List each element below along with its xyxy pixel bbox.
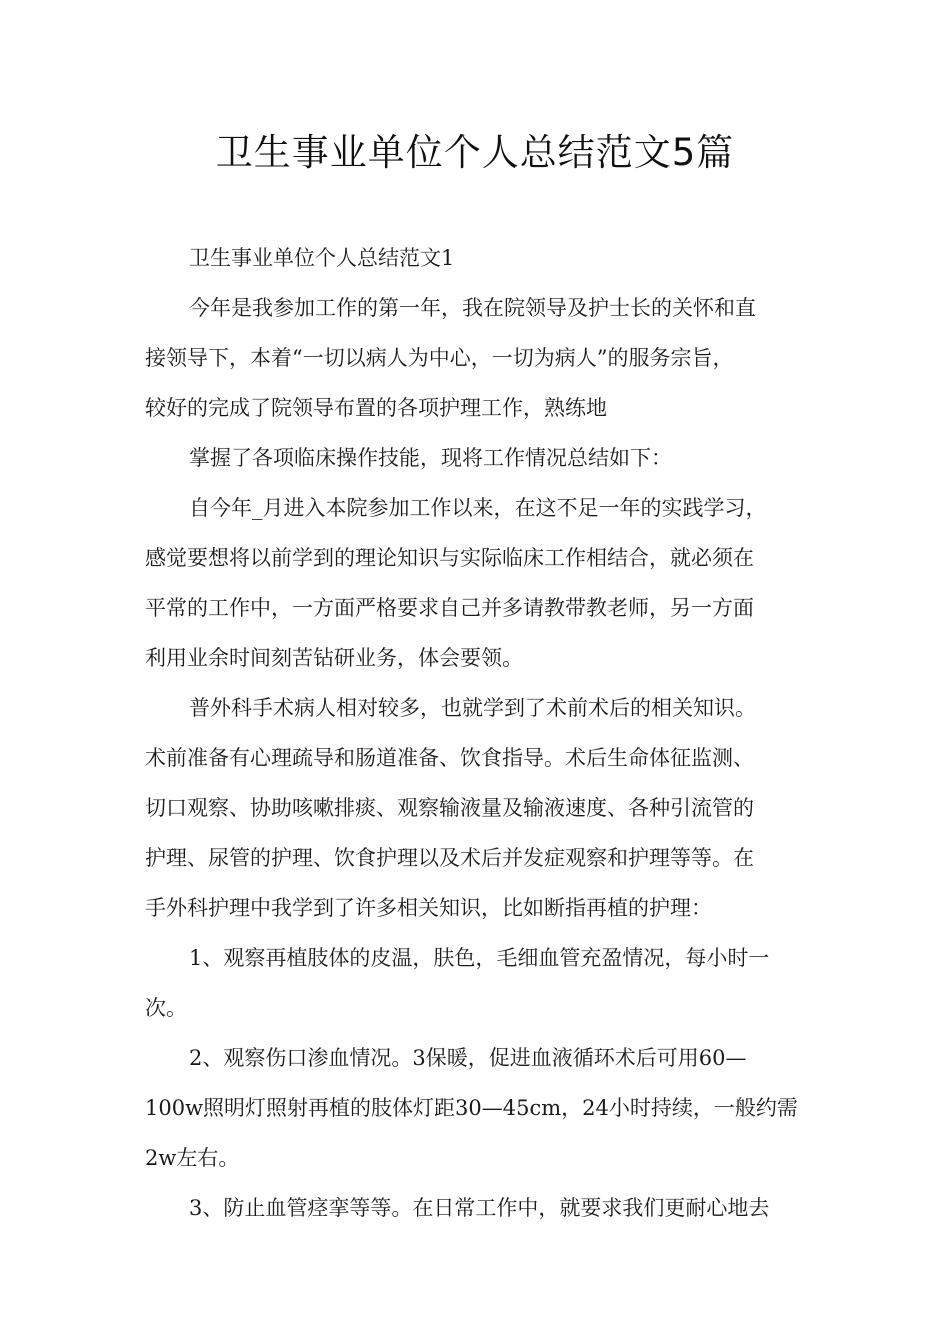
text-line: 平常的工作中，一方面严格要求自己并多请教带教老师，另一方面 (145, 596, 754, 620)
text-line: 切口观察、协助咳嗽排痰、观察输液量及输液速度、各种引流管的 (145, 796, 754, 820)
text-line: 2w左右。 (145, 1146, 240, 1170)
text-line: 1、观察再植肢体的皮温，肤色，毛细血管充盈情况，每小时一 (189, 946, 770, 970)
text-line: 普外科手术病人相对较多，也就学到了术前术后的相关知识。 (189, 696, 756, 720)
text-line: 掌握了各项临床操作技能，现将工作情况总结如下： (189, 446, 672, 470)
text-line: 接领导下，本着“一切以病人为中心，一切为病人”的服务宗旨， (145, 346, 734, 370)
text-line: 护理、尿管的护理、饮食护理以及术后并发症观察和护理等等。在 (145, 846, 754, 870)
document-body (145, 233, 810, 1233)
text-line: 3、防止血管痉挛等等。在日常工作中，就要求我们更耐心地去 (189, 1196, 770, 1220)
document-title: 卫生事业单位个人总结范文5篇 (215, 131, 735, 174)
text-line: 自今年_月进入本院参加工作以来，在这不足一年的实践学习， (189, 496, 767, 520)
paragraph (145, 283, 810, 433)
paragraph (145, 683, 810, 933)
text-line: 卫生事业单位个人总结范文1 (189, 246, 455, 270)
text-line: 手外科护理中我学到了许多相关知识，比如断指再植的护理： (145, 896, 712, 920)
list-item (145, 1033, 810, 1183)
text-line: 利用业余时间刻苦钻研业务，体会要领。 (145, 646, 523, 670)
paragraph (145, 483, 810, 683)
text-line: 今年是我参加工作的第一年，我在院领导及护士长的关怀和直 (189, 296, 756, 320)
list-item (145, 933, 810, 1033)
section-heading (145, 233, 810, 283)
list-item (145, 1183, 810, 1233)
text-line: 100w照明灯照射再植的肢体灯距30—45cm，24小时持续，一般约需 (145, 1096, 798, 1120)
text-line: 2、观察伤口渗血情况。3保暖，促进血液循环术后可用60— (189, 1046, 747, 1070)
text-line: 次。 (145, 996, 187, 1020)
text-line: 术前准备有心理疏导和肠道准备、饮食指导。术后生命体征监测、 (145, 746, 754, 770)
paragraph (145, 433, 810, 483)
text-line: 较好的完成了院领导布置的各项护理工作，熟练地 (145, 396, 607, 420)
text-line: 感觉要想将以前学到的理论知识与实际临床工作相结合，就必须在 (145, 546, 754, 570)
